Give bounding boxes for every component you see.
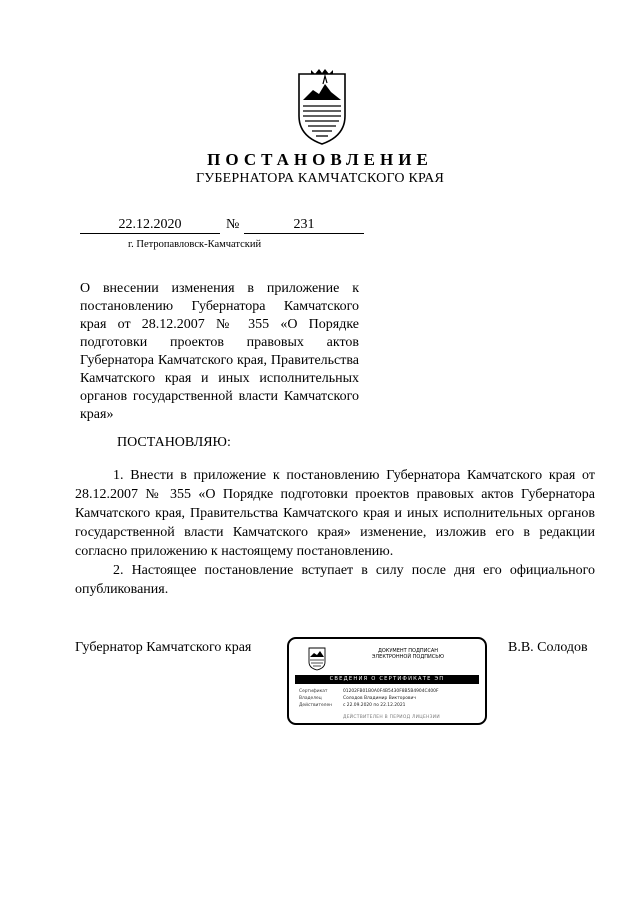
stamp-row-key: Владелец xyxy=(299,696,322,701)
stamp-row-key: Действителен xyxy=(299,703,333,708)
signatory-position: Губернатор Камчатского края xyxy=(75,640,252,655)
stamp-row xyxy=(299,695,479,702)
document-body xyxy=(75,466,595,599)
stamp-row-key: Сертификат xyxy=(299,689,328,694)
signatory-name: В.В. Солодов xyxy=(508,640,588,655)
number-sign: № xyxy=(226,217,240,232)
stamp-row xyxy=(299,688,479,695)
paragraph-2: 2. Настоящее постановление вступает в силу после дня его официального опубликования. xyxy=(75,563,595,597)
stamp-row-value: с 22.09.2020 по 22.12.2021 xyxy=(343,703,406,708)
document-date: 22.12.2020 xyxy=(80,217,220,234)
stamp-heading-line-2: ЭЛЕКТРОННОЙ ПОДПИСЬЮ xyxy=(371,654,445,660)
date-number-line xyxy=(80,217,365,237)
stamp-footer: ДЕЙСТВИТЕЛЕН В ПЕРИОД ЛИЦЕНЗИИ xyxy=(343,715,440,720)
stamp-details xyxy=(299,688,479,709)
document-number: 231 xyxy=(244,217,364,234)
stamp-emblem-icon xyxy=(307,645,327,671)
electronic-signature-stamp xyxy=(287,637,487,725)
issuer-subtitle: ГУБЕРНАТОРА КАМЧАТСКОГО КРАЯ xyxy=(195,171,445,186)
document-type-title: ПОСТАНОВЛЕНИЕ xyxy=(207,150,433,169)
stamp-row xyxy=(299,702,479,709)
city-label: г. Петропавловск-Камчатский xyxy=(128,239,262,250)
stamp-heading xyxy=(343,648,473,660)
document-subject: О внесении изменения в приложение к постановлению Губернатора Камчатского края от 28.12.2007 № 355 «О Порядке подготовки проектов правовых актов Губернатора Камчатского края, Правительства Камчатского края и иных исполнительных органов государственной власти Камчатского края» xyxy=(80,281,359,422)
stamp-row-value: 01202FB01B0A0F4B5430F8B5B4904C400F xyxy=(343,689,439,694)
decree-word: ПОСТАНОВЛЯЮ: xyxy=(117,435,231,450)
stamp-row-value: Солодов Владимир Викторович xyxy=(343,696,416,701)
stamp-heading-line-1: ДОКУМЕНТ ПОДПИСАН xyxy=(377,648,439,654)
stamp-certificate-band: СВЕДЕНИЯ О СЕРТИФИКАТЕ ЭП xyxy=(295,675,479,684)
paragraph-1: 1. Внести в приложение к постановлению Губернатора Камчатского края от 28.12.2007 № 355 «О Порядке подготовки проектов правовых актов Губернатора Камчатского края, Правительства Камчатского края и иных исполнительных органов государственной власти Камчатского края» изменение, изложив его в редакции согласно приложению к настоящему постановлению. xyxy=(75,468,595,559)
coat-of-arms-icon xyxy=(295,68,349,146)
